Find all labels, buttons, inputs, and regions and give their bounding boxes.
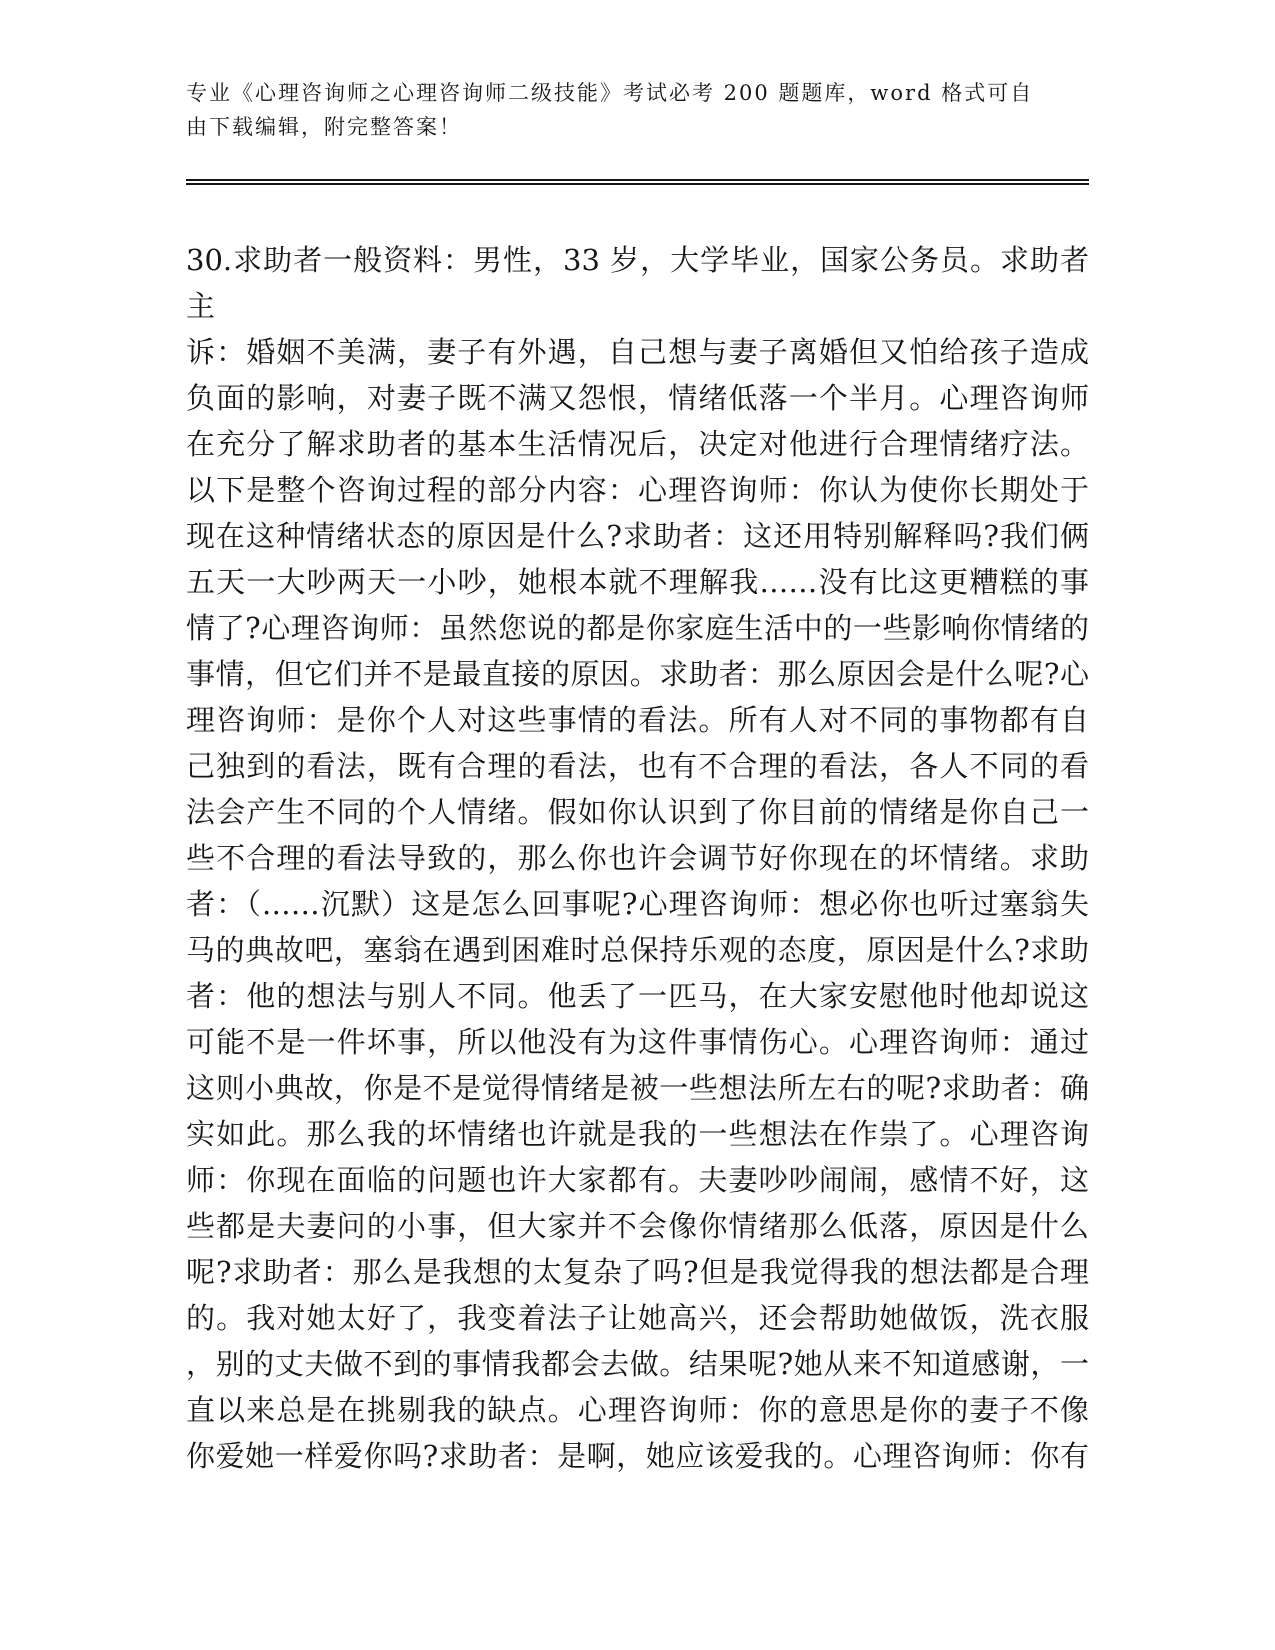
page-header	[186, 76, 1089, 144]
body-text-line: 30.求助者一般资料：男性，33 岁，大学毕业，国家公务员。求助者主	[186, 243, 1089, 323]
body-text-line: 法会产生不同的个人情绪。假如你认识到了你目前的情绪是你自己一	[186, 795, 1089, 829]
body-text-line: 理咨询师：是你个人对这些事情的看法。所有人对不同的事物都有自	[186, 703, 1089, 737]
body-text-line: 你爱她一样爱你吗?求助者：是啊，她应该爱我的。心理咨询师：你有	[186, 1439, 1089, 1473]
body-text-line: ，别的丈夫做不到的事情我都会去做。结果呢?她从来不知道感谢，一	[186, 1347, 1089, 1381]
body-text-line: 实如此。那么我的坏情绪也许就是我的一些想法在作祟了。心理咨询	[186, 1117, 1089, 1151]
body-text-line: 可能不是一件坏事，所以他没有为这件事情伤心。心理咨询师：通过	[186, 1025, 1089, 1059]
body-text-line: 己独到的看法，既有合理的看法，也有不合理的看法，各人不同的看	[186, 749, 1089, 783]
body-text-line: 师：你现在面临的问题也许大家都有。夫妻吵吵闹闹，感情不好，这	[186, 1163, 1089, 1197]
header-divider-double-rule	[186, 179, 1089, 185]
body-text-line: 直以来总是在挑剔我的缺点。心理咨询师：你的意思是你的妻子不像	[186, 1393, 1089, 1427]
body-text-line: 以下是整个咨询过程的部分内容：心理咨询师：你认为使你长期处于	[186, 473, 1089, 507]
body-text-line: 马的典故吧，塞翁在遇到困难时总保持乐观的态度，原因是什么?求助	[186, 933, 1089, 967]
body-text-line: 情了?心理咨询师：虽然您说的都是你家庭生活中的一些影响你情绪的	[186, 611, 1089, 645]
document-body	[186, 237, 1089, 1479]
body-text-line: 事情，但它们并不是最直接的原因。求助者：那么原因会是什么呢?心	[186, 657, 1089, 691]
body-text-line: 诉：婚姻不美满，妻子有外遇，自己想与妻子离婚但又怕给孩子造成	[186, 335, 1089, 369]
body-text-line: 些都是夫妻问的小事，但大家并不会像你情绪那么低落，原因是什么	[186, 1209, 1089, 1243]
body-text-line: 者：（……沉默）这是怎么回事呢?心理咨询师：想必你也听过塞翁失	[186, 887, 1089, 921]
body-text-line: 些不合理的看法导致的，那么你也许会调节好你现在的坏情绪。求助	[186, 841, 1089, 875]
body-text-line: 的。我对她太好了，我变着法子让她高兴，还会帮助她做饭，洗衣服	[186, 1301, 1089, 1335]
body-text-line: 在充分了解求助者的基本生活情况后，决定对他进行合理情绪疗法。	[186, 427, 1089, 461]
body-text-line: 现在这种情绪状态的原因是什么?求助者：这还用特别解释吗?我们俩	[186, 519, 1089, 553]
body-text-line: 负面的影响，对妻子既不满又怨恨，情绪低落一个半月。心理咨询师	[186, 381, 1089, 415]
header-text-line-2: 由下载编辑，附完整答案！	[186, 115, 462, 139]
header-text-line-1: 专业《心理咨询师之心理咨询师二级技能》考试必考 200 题题库，word 格式可自	[186, 81, 1034, 105]
body-text-line: 者：他的想法与别人不同。他丢了一匹马，在大家安慰他时他却说这	[186, 979, 1089, 1013]
body-text-line: 呢?求助者：那么是我想的太复杂了吗?但是我觉得我的想法都是合理	[186, 1255, 1089, 1289]
body-text-line: 这则小典故，你是不是觉得情绪是被一些想法所左右的呢?求助者：确	[186, 1071, 1089, 1105]
body-text-line: 五天一大吵两天一小吵，她根本就不理解我……没有比这更糟糕的事	[186, 565, 1089, 599]
